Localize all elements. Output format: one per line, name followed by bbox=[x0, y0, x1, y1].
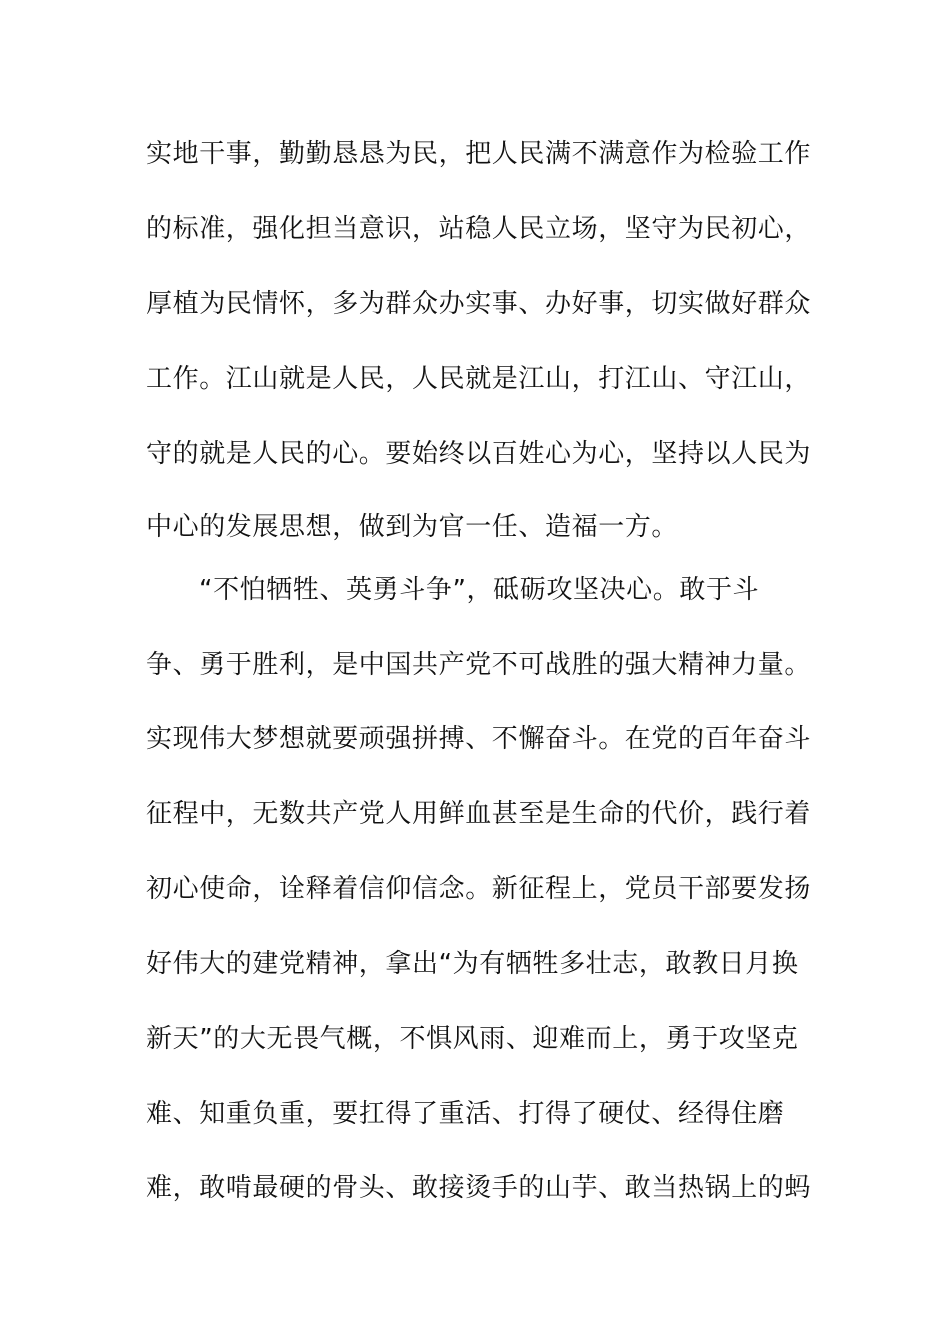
text-line: 难，敢啃最硬的骨头、敢接烫手的山芋、敢当热锅上的蚂 bbox=[146, 1173, 812, 1203]
text-line: 守的就是人民的心。要始终以百姓心为心，坚持以人民为 bbox=[146, 439, 812, 469]
text-line: 难、知重负重，要扛得了重活、打得了硬仗、经得住磨 bbox=[146, 1099, 785, 1129]
text-line: 征程中，无数共产党人用鲜血甚至是生命的代价，践行着 bbox=[146, 799, 812, 829]
text-line: 厚植为民情怀，多为群众办实事、办好事，切实做好群众 bbox=[146, 289, 812, 319]
text-line: 实地干事，勤勤恳恳为民，把人民满不满意作为检验工作 bbox=[146, 139, 812, 169]
text-line: 争、勇于胜利，是中国共产党不可战胜的强大精神力量。 bbox=[146, 650, 812, 680]
text-line: 好伟大的建党精神，拿出“为有牺牲多壮志，敢教日月换 bbox=[146, 949, 799, 979]
text-line: 工作。江山就是人民，人民就是江山，打江山、守江山， bbox=[146, 364, 812, 394]
text-line: 实现伟大梦想就要顽强拼搏、不懈奋斗。在党的百年奋斗 bbox=[146, 724, 812, 754]
text-line: 中心的发展思想，做到为官一任、造福一方。 bbox=[146, 512, 679, 542]
paragraph-start-line: “不怕牺牲、英勇斗争”，砥砺攻坚决心。敢于斗 bbox=[199, 575, 760, 605]
text-line: 的标准，强化担当意识，站稳人民立场，坚守为民初心， bbox=[146, 214, 812, 244]
text-line: 新天”的大无畏气概，不惧风雨、迎难而上，勇于攻坚克 bbox=[146, 1024, 799, 1054]
text-line: 初心使命，诠释着信仰信念。新征程上，党员干部要发扬 bbox=[146, 874, 812, 904]
